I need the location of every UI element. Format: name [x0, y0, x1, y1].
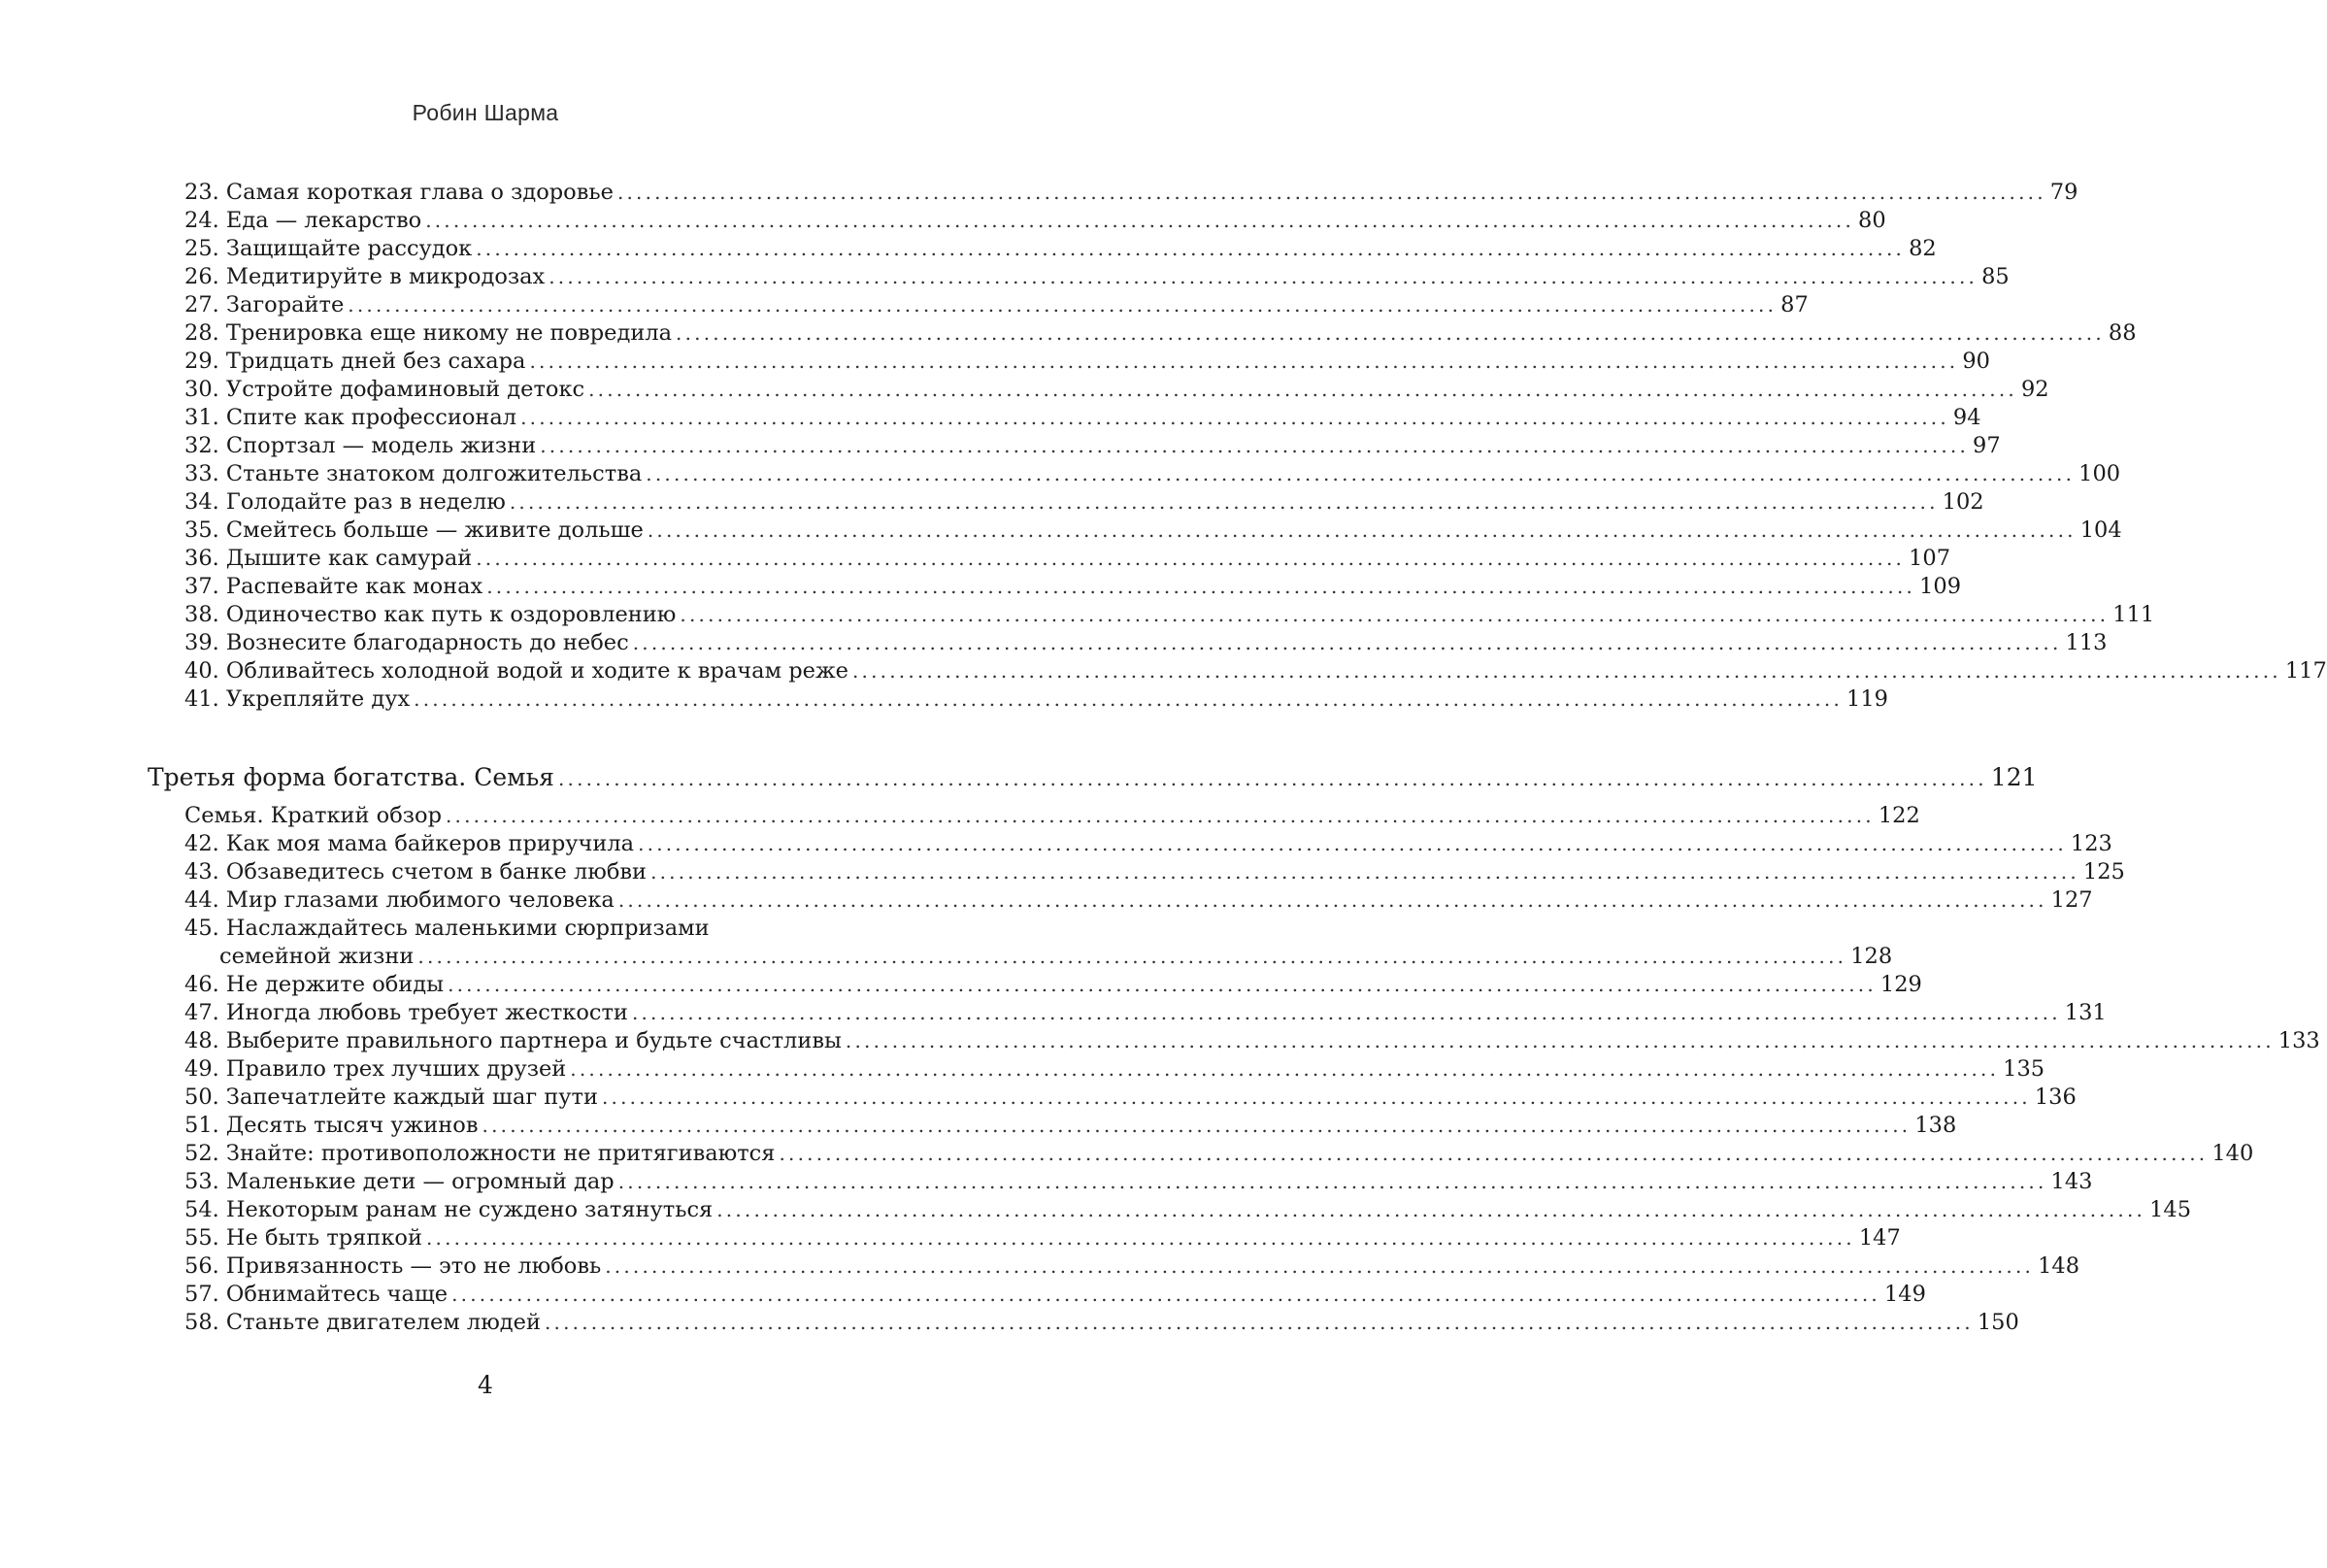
- toc-entry-title: 41. Укрепляйте дух: [184, 686, 411, 712]
- toc-entry-title: 58. Станьте двигателем людей: [184, 1310, 541, 1335]
- toc-entry[interactable]: [184, 1026, 2320, 1055]
- dot-leader: [602, 1083, 2031, 1112]
- toc-entry[interactable]: [184, 1083, 2077, 1112]
- toc-entry-page: 90: [1962, 349, 1990, 374]
- dot-leader: [558, 764, 1987, 793]
- toc-entry-page: 100: [2078, 461, 2121, 486]
- toc-entry-title: 26. Медитируйте в микродозах: [184, 264, 546, 289]
- dot-leader: [510, 487, 1939, 517]
- dot-leader: [633, 628, 2062, 657]
- toc-entry[interactable]: [184, 1223, 1901, 1252]
- toc-entry-title: 55. Не быть тряпкой: [184, 1225, 422, 1251]
- toc-entry-title: 44. Мир глазами любимого человека: [184, 887, 615, 913]
- toc-entry-title: 42. Как моя мама байкеров приручила: [184, 831, 635, 856]
- toc-entry-title: 28. Тренировка еще никому не повредила: [184, 320, 673, 346]
- dot-leader: [676, 318, 2105, 348]
- toc-entry-title: 37. Распевайте как монах: [184, 574, 483, 599]
- dot-leader: [520, 403, 1949, 432]
- dot-leader: [482, 1111, 1911, 1140]
- overview-page: 122: [1878, 803, 1920, 828]
- dot-leader: [716, 1195, 2145, 1224]
- toc-entry-title: 53. Маленькие дети — огромный дар: [184, 1169, 615, 1194]
- toc-entry[interactable]: [184, 459, 2121, 488]
- toc-entry-title: 27. Загорайте: [184, 292, 345, 317]
- toc-entry-title: 24. Еда — лекарство: [184, 208, 422, 233]
- toc-entry-title: 50. Запечатлейте каждый шаг пути: [184, 1084, 598, 1110]
- toc-entry-title: 51. Десять тысяч ужинов: [184, 1113, 479, 1138]
- toc-entry-title: 29. Тридцать дней без сахара: [184, 349, 526, 374]
- toc-entry-page: 102: [1942, 489, 1984, 515]
- dot-leader: [446, 801, 1875, 830]
- toc-entry[interactable]: [184, 234, 1937, 263]
- toc-entry-title: 52. Знайте: противоположности не притягиваются: [184, 1141, 776, 1166]
- toc-entry-page: 127: [2050, 887, 2093, 913]
- toc-entry-page: 113: [2065, 630, 2108, 655]
- dot-leader: [650, 857, 2079, 886]
- dot-leader: [570, 1054, 1999, 1084]
- dot-leader: [618, 885, 2047, 915]
- toc-entry-page: 119: [1846, 686, 1888, 712]
- toc-entry-title: 54. Некоторым ранам не суждено затянуться: [184, 1197, 714, 1222]
- dot-leader: [680, 600, 2109, 629]
- dot-leader: [588, 375, 2017, 404]
- toc-entry-page: 117: [2284, 658, 2327, 684]
- toc-entry[interactable]: [184, 656, 2327, 685]
- dot-leader: [618, 1167, 2047, 1196]
- dot-leader: [540, 431, 1969, 460]
- toc-entry[interactable]: [184, 544, 1951, 573]
- toc-entry[interactable]: [184, 572, 1962, 601]
- dot-leader: [426, 1223, 1855, 1252]
- dot-leader: [779, 1139, 2208, 1168]
- toc-entry-title: 57. Обнимайтесь чаще: [184, 1282, 449, 1307]
- running-head: Робин Шарма: [412, 100, 559, 125]
- toc-entry[interactable]: [184, 1139, 2254, 1168]
- toc-overview-entry[interactable]: [184, 801, 1920, 830]
- dot-leader: [417, 942, 1846, 971]
- toc-entry-title: 23. Самая короткая глава о здоровье: [184, 180, 614, 205]
- dot-leader: [646, 459, 2075, 488]
- toc-entry-page: 109: [1919, 574, 1962, 599]
- toc-entry[interactable]: [184, 998, 2107, 1027]
- dot-leader: [348, 290, 1777, 319]
- dot-leader: [648, 516, 2077, 545]
- toc-entry-page: 94: [1952, 405, 1981, 430]
- toc-entry-page: 140: [2211, 1141, 2254, 1166]
- toc-entry[interactable]: [184, 403, 1981, 432]
- toc-entry-title: 31. Спите как профессионал: [184, 405, 517, 430]
- dot-leader: [476, 234, 1905, 263]
- toc-entry-page: 148: [2038, 1253, 2080, 1279]
- toc-entry[interactable]: [184, 1054, 2045, 1084]
- toc-entry[interactable]: [184, 1195, 2192, 1224]
- part-page: 121: [1990, 763, 2038, 791]
- toc-entry[interactable]: [184, 1167, 2093, 1196]
- toc-part-heading[interactable]: [148, 763, 2038, 793]
- toc-entry-page: 128: [1850, 944, 1893, 969]
- toc-entry-page: 131: [2064, 1000, 2107, 1025]
- toc-entry-title: 43. Обзаведитесь счетом в банке любви: [184, 859, 648, 884]
- toc-entry[interactable]: [184, 600, 2155, 629]
- toc-entry-title: 38. Одиночество как путь к оздоровлению: [184, 602, 677, 627]
- toc-entry[interactable]: [184, 1280, 1926, 1309]
- toc-entry-page: 107: [1909, 546, 1951, 571]
- toc-entry-title: 35. Смейтесь больше — живите дольше: [184, 517, 644, 543]
- toc-entry[interactable]: [184, 829, 2112, 858]
- page-number: 4: [478, 1371, 493, 1399]
- toc-entry-title: 48. Выберите правильного партнера и будьте счастливы: [184, 1028, 842, 1053]
- dot-leader: [451, 1280, 1880, 1309]
- toc-entry[interactable]: [184, 290, 1809, 319]
- toc-entry-title: 49. Правило трех лучших друзей: [184, 1056, 567, 1082]
- toc-entry-title: 45. Наслаждайтесь маленькими сюрпризами: [184, 916, 710, 941]
- dot-leader: [852, 656, 2281, 685]
- dot-leader: [476, 544, 1905, 573]
- dot-leader: [425, 206, 1854, 235]
- toc-entry[interactable]: [184, 431, 2001, 460]
- dot-leader: [549, 262, 1978, 291]
- dot-leader: [545, 1308, 1974, 1337]
- toc-entry-page: 80: [1858, 208, 1886, 233]
- toc-entry-page: 97: [1973, 433, 2001, 458]
- toc-entry-title: 47. Иногда любовь требует жесткости: [184, 1000, 628, 1025]
- toc-entry-page: 125: [2082, 859, 2125, 884]
- dot-leader: [414, 684, 1843, 714]
- toc-entry-title: 33. Станьте знатоком долгожительства: [184, 461, 643, 486]
- toc-entry[interactable]: [184, 347, 1990, 376]
- toc-entry-page: 111: [2112, 602, 2155, 627]
- toc-entry[interactable]: [184, 970, 1922, 999]
- toc-entry-page: 145: [2149, 1197, 2192, 1222]
- toc-entry[interactable]: [184, 1111, 1957, 1140]
- toc-entry-title: 30. Устройте дофаминовый детокс: [184, 377, 585, 402]
- toc-entry-page: 143: [2050, 1169, 2093, 1194]
- toc-entry[interactable]: [184, 628, 2108, 657]
- toc-entry[interactable]: [184, 375, 2049, 404]
- toc-entry-title: 40. Обливайтесь холодной водой и ходите к врачам реже: [184, 658, 848, 684]
- toc-entry-page: 82: [1909, 236, 1937, 261]
- toc-entry-page: 136: [2034, 1084, 2077, 1110]
- dot-leader: [448, 970, 1877, 999]
- toc-entry-title: 56. Привязанность — это не любовь: [184, 1253, 602, 1279]
- dot-leader: [486, 572, 1915, 601]
- dot-leader: [605, 1251, 2034, 1281]
- dot-leader: [638, 829, 2067, 858]
- toc-entry-page: 88: [2108, 320, 2137, 346]
- toc-entry[interactable]: [184, 206, 1886, 235]
- toc-entry-page: 147: [1858, 1225, 1901, 1251]
- toc-entry[interactable]: [184, 262, 2010, 291]
- toc-entry[interactable]: [184, 178, 2078, 207]
- dot-leader: [846, 1026, 2275, 1055]
- toc-entry-multiline-continuation[interactable]: [219, 942, 1893, 971]
- toc-entry-title-continued: семейной жизни: [219, 944, 415, 969]
- dot-leader: [617, 178, 2046, 207]
- toc-entry-title: 36. Дышите как самурай: [184, 546, 473, 571]
- overview-title: Семья. Краткий обзор: [184, 803, 442, 828]
- toc-entry[interactable]: [184, 1251, 2080, 1281]
- toc-entry-title: 25. Защищайте рассудок: [184, 236, 473, 261]
- toc-entry-page: 135: [2003, 1056, 2045, 1082]
- toc-entry-page: 79: [2049, 180, 2078, 205]
- dot-leader: [632, 998, 2061, 1027]
- toc-entry-page: 133: [2277, 1028, 2320, 1053]
- toc-entry-title: 32. Спортзал — модель жизни: [184, 433, 537, 458]
- toc-entry-title: 39. Вознесите благодарность до небес: [184, 630, 629, 655]
- toc-entry-page: 123: [2070, 831, 2112, 856]
- toc-entry[interactable]: [184, 318, 2137, 348]
- part-title: Третья форма богатства. Семья: [148, 763, 554, 791]
- toc-entry[interactable]: [184, 684, 1888, 714]
- toc-entry-page: 87: [1780, 292, 1809, 317]
- dot-leader: [529, 347, 1958, 376]
- toc-entry[interactable]: [184, 1308, 2019, 1337]
- toc-entry[interactable]: [184, 487, 1984, 517]
- toc-entry[interactable]: [184, 516, 2122, 545]
- toc-entry-title: 46. Не держите обиды: [184, 972, 445, 997]
- toc-entry[interactable]: [184, 857, 2125, 886]
- toc-entry-page: 92: [2020, 377, 2049, 402]
- toc-entry-page: 129: [1879, 972, 1922, 997]
- toc-entry-page: 138: [1914, 1113, 1957, 1138]
- toc-entry-page: 104: [2079, 517, 2122, 543]
- toc-entry-title: 34. Голодайте раз в неделю: [184, 489, 506, 515]
- toc-entry-page: 150: [1977, 1310, 2019, 1335]
- toc-entry-page: 149: [1883, 1282, 1926, 1307]
- toc-entry-multiline-first[interactable]: [184, 914, 831, 943]
- toc-entry[interactable]: [184, 885, 2093, 915]
- toc-entry-page: 85: [1981, 264, 2010, 289]
